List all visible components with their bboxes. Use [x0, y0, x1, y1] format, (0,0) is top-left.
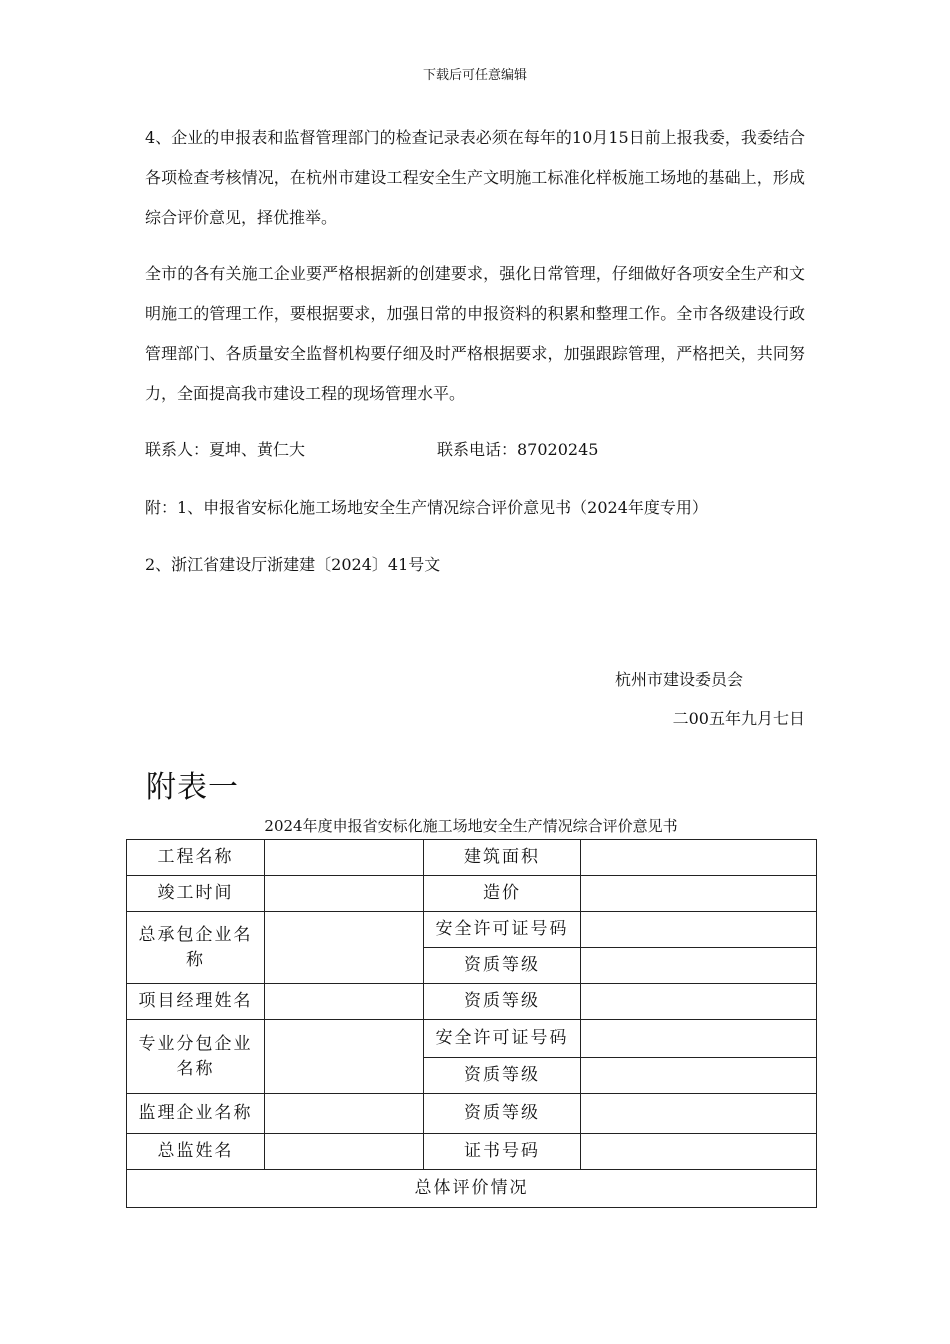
cost-label: 造价 [424, 876, 581, 912]
table-title: 2024年度申报省安标化施工场地安全生产情况综合评价意见书 [264, 817, 678, 835]
contact-phone: 联系电话：87020245 [437, 440, 599, 459]
pm-qualification-label: 资质等级 [424, 984, 581, 1020]
table-row [127, 984, 817, 1020]
sv-qualification-label: 资质等级 [424, 1094, 581, 1134]
table-row [127, 1170, 817, 1208]
subcontractor-field[interactable] [265, 1020, 424, 1094]
certificate-no-field[interactable] [581, 1134, 817, 1170]
appendix-title: 附表一 [146, 770, 239, 805]
gc-safety-license-label: 安全许可证号码 [424, 912, 581, 948]
project-name-label: 工程名称 [127, 840, 265, 876]
paragraph-requirements: 全市的各有关施工企业要严格根据新的创建要求，强化日常管理，仔细做好各项安全生产和文明施工的管理工作，要根据要求，加强日常的申报资料的积累和整理工作。全市各级建设行政管理部门、各质量安全监督机构要仔细及时严格根据要求，加强跟踪管理，严格把关，共同努力，全面提高我市建设工程的现场管理水平。 [145, 264, 805, 403]
general-contractor-label: 总承包企业名称 [127, 912, 265, 984]
supervision-company-field[interactable] [265, 1094, 424, 1134]
sub-qualification-label: 资质等级 [424, 1058, 581, 1094]
sub-qualification-field[interactable] [581, 1058, 817, 1094]
project-name-field[interactable] [265, 840, 424, 876]
table-row [127, 840, 817, 876]
sv-qualification-field[interactable] [581, 1094, 817, 1134]
table-row [127, 1020, 817, 1058]
table-row [127, 912, 817, 948]
project-manager-label: 项目经理姓名 [127, 984, 265, 1020]
chief-supervisor-label: 总监姓名 [127, 1134, 265, 1170]
attachment-1: 附：1、申报省安标化施工场地安全生产情况综合评价意见书（2024年度专用） [145, 498, 708, 517]
gc-qualification-label: 资质等级 [424, 948, 581, 984]
table-row [127, 876, 817, 912]
building-area-label: 建筑面积 [424, 840, 581, 876]
cost-field[interactable] [581, 876, 817, 912]
chief-supervisor-field[interactable] [265, 1134, 424, 1170]
overall-evaluation-label: 总体评价情况 [127, 1170, 817, 1208]
table-row [127, 1094, 817, 1134]
issue-date: 二00五年九月七日 [672, 709, 805, 728]
contact-person: 联系人：夏坤、黄仁大 [145, 440, 306, 459]
gc-qualification-field[interactable] [581, 948, 817, 984]
subcontractor-label: 专业分包企业名称 [127, 1020, 265, 1094]
contact-line [145, 438, 805, 462]
issuer-name: 杭州市建设委员会 [615, 670, 744, 689]
paragraph-submission-deadline: 4、企业的申报表和监督管理部门的检查记录表必须在每年的10月15日前上报我委，我委结合各项检查考核情况，在杭州市建设工程安全生产文明施工标准化样板施工场地的基础上，形成综合评价意见，择优推举。 [145, 128, 805, 227]
project-manager-field[interactable] [265, 984, 424, 1020]
building-area-field[interactable] [581, 840, 817, 876]
general-contractor-field[interactable] [265, 912, 424, 984]
gc-safety-license-field[interactable] [581, 912, 817, 948]
sub-safety-license-label: 安全许可证号码 [424, 1020, 581, 1058]
pm-qualification-field[interactable] [581, 984, 817, 1020]
certificate-no-label: 证书号码 [424, 1134, 581, 1170]
sub-safety-license-field[interactable] [581, 1020, 817, 1058]
evaluation-form-table [126, 839, 817, 1208]
supervision-company-label: 监理企业名称 [127, 1094, 265, 1134]
completion-time-field[interactable] [265, 876, 424, 912]
completion-time-label: 竣工时间 [127, 876, 265, 912]
page-header-note: 下载后可任意编辑 [422, 68, 527, 83]
attachment-2: 2、浙江省建设厅浙建建〔2024〕41号文 [145, 555, 441, 574]
table-row [127, 1134, 817, 1170]
